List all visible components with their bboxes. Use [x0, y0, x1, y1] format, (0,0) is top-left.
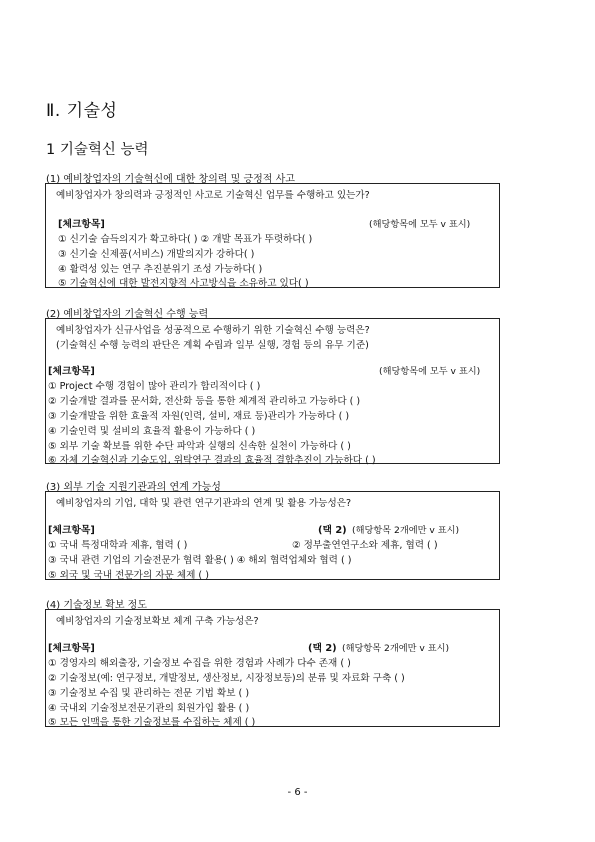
question-2: 예비창업자가 신규사업을 성공적으로 수행하기 위한 기술혁신 수행 능력은?: [56, 325, 370, 336]
question-4: 예비창업자의 기술정보확보 체계 구축 가능성은?: [56, 616, 259, 627]
item-heading-3: (3) 외부 기술 지원기관과의 연계 가능성: [46, 482, 221, 493]
check-label-3: [체크항목]: [48, 525, 95, 536]
option-3-4: ⑤ 외국 및 국내 전문가의 자문 체제 ( ): [48, 570, 209, 581]
note-3: (해당항목 2개에만 v 표시): [352, 525, 460, 536]
check-box-4: [45, 609, 500, 727]
option-3-1: ① 국내 특정대학과 제휴, 협력 ( ): [48, 540, 188, 551]
option-2-6: ⑥ 자체 기술혁신과 기술도입, 위탁연구 결과의 효율적 결합추진이 가능하다 ( ): [48, 455, 376, 466]
option-2-4: ④ 기술인력 및 설비의 효율적 활용이 가능하다 ( ): [48, 426, 256, 437]
check-box-1: [45, 183, 500, 288]
option-4-4: ④ 국내외 기술정보전문기관의 회원가입 활용 ( ): [48, 703, 250, 714]
option-2-1: ① Project 수행 경험이 많아 관리가 합리적이다 ( ): [48, 381, 261, 392]
item-heading-1: (1) 예비창업자의 기술혁신에 대한 창의력 및 긍정적 사고: [46, 174, 295, 185]
option-3-3: ③ 국내 관련 기업의 기술전문가 협력 활용( ) ④ 해외 협력업체와 협력 ( ): [48, 555, 352, 566]
subsection-title: 1 기술혁신 능력: [46, 142, 149, 158]
question-1: 예비창업자가 창의력과 긍정적인 사고로 기술혁신 업무를 수행하고 있는가?: [56, 190, 370, 201]
page-number: - 6 -: [287, 787, 308, 798]
select-count-3: (택 2): [318, 525, 347, 536]
note-1: (해당항목에 모두 v 표시): [369, 219, 471, 230]
check-box-2: [45, 318, 500, 464]
option-4-1: ① 경영자의 해외출장, 기술정보 수집을 위한 경험과 사례가 다수 존재 ( ): [48, 658, 351, 669]
option-2-2: ② 기술개발 결과를 문서화, 전산화 등을 통한 체계적 관리하고 가능하다 ( ): [48, 396, 361, 407]
option-2-5: ⑤ 외부 기술 확보를 위한 수단 파악과 실행의 신속한 실천이 가능하다 ( ): [48, 441, 351, 452]
check-label-1: [체크항목]: [58, 219, 105, 230]
section-title: Ⅱ. 기술성: [46, 101, 118, 121]
check-label-4: [체크항목]: [48, 643, 95, 654]
item-heading-4: (4) 기술정보 확보 정도: [46, 600, 147, 611]
option-4-5: ⑤ 모든 인맥을 통한 기술정보를 수집하는 체제 ( ): [48, 717, 256, 728]
option-4-3: ③ 기술정보 수집 및 관리하는 전문 기법 확보 ( ): [48, 688, 250, 699]
item-heading-2: (2) 예비창업자의 기술혁신 수행 능력: [46, 309, 209, 320]
option-1-3: ④ 활력성 있는 연구 추진분위기 조성 가능하다( ): [58, 264, 263, 275]
option-1-2: ③ 신기술 신제품(서비스) 개발의지가 강하다( ): [58, 249, 255, 260]
question-2-detail: (기술혁신 수행 능력의 판단은 계획 수립과 일부 실행, 경험 등의 유무 기준): [56, 340, 369, 351]
check-box-3: [45, 491, 500, 580]
question-3: 예비창업자의 기업, 대학 및 관련 연구기관과의 연계 및 활용 가능성은?: [56, 498, 352, 509]
note-2: (해당항목에 모두 v 표시): [379, 366, 481, 377]
select-count-4: (택 2): [308, 643, 337, 654]
option-1-1: ① 신기술 습득의지가 확고하다( ) ② 개발 목표가 뚜렷하다( ): [58, 234, 313, 245]
check-label-2: [체크항목]: [48, 366, 95, 377]
option-4-2: ② 기술정보(예: 연구정보, 개발정보, 생산정보, 시장정보등)의 분류 및 자료화 구축 ( ): [48, 673, 405, 684]
option-3-2: ② 정부출연연구소와 제휴, 협력 ( ): [292, 540, 438, 551]
note-4: (해당항목 2개에만 v 표시): [342, 643, 450, 654]
option-1-4: ⑤ 기술혁신에 대한 발전지향적 사고방식을 소유하고 있다( ): [58, 278, 309, 289]
option-2-3: ③ 기술개발을 위한 효율적 자원(인력, 설비, 재료 등)관리가 가능하다 ( ): [48, 411, 350, 422]
